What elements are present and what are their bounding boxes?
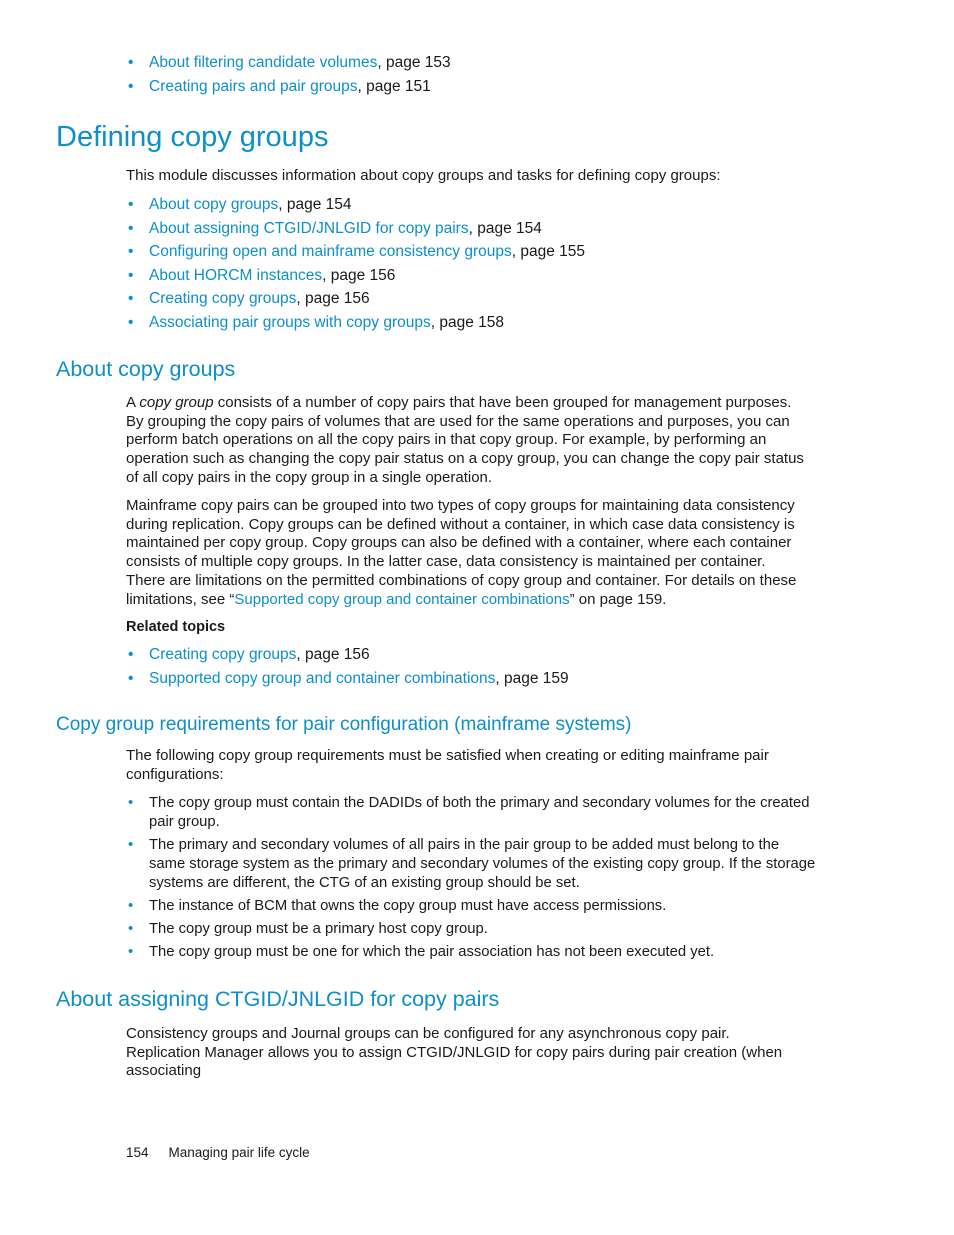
text: consists of a number of copy pairs that have been grouped for management purposes. By grouping the copy pairs of volumes that are used for the same operations and purposes, you can perform batch operations on all the copy pairs in that copy group. For example, by performing an operation such as changing the copy pair status on a copy group, you can change the copy pair status of all copy pairs in the copy group in a single operation. xyxy=(126,394,804,486)
related-topics-label: Related topics xyxy=(126,619,226,635)
list-item: • The copy group must be one for which the pair association has not been executed yet. xyxy=(126,943,816,962)
page-ref: , page 151 xyxy=(357,77,431,95)
section-title-requirements: Copy group requirements for pair configuration (mainframe systems) xyxy=(56,714,632,735)
link-supported-combinations-inline[interactable]: Supported copy group and container combinations xyxy=(234,590,570,608)
list-item: • The instance of BCM that owns the copy group must have access permissions. xyxy=(126,897,816,916)
list-item xyxy=(126,75,816,99)
link-assigning-ctgid[interactable]: About assigning CTGID/JNLGID for copy pairs xyxy=(149,219,469,237)
link-horcm-instances[interactable]: About HORCM instances xyxy=(149,266,323,284)
page-number: 154 xyxy=(126,1145,149,1160)
page-ref: , page 156 xyxy=(296,646,370,663)
about-paragraph-2 xyxy=(126,497,806,609)
list-item xyxy=(126,264,816,288)
list-item xyxy=(126,667,816,691)
about-paragraph-1 xyxy=(126,394,806,488)
link-creating-copy-groups[interactable]: Creating copy groups xyxy=(149,290,297,307)
assigning-paragraph: Consistency groups and Journal groups can be configured for any asynchronous copy pair. Replication Manager allows you to assign CTGID/JNLGID for copy pairs during pair creation (when associating xyxy=(126,1025,783,1080)
list-item: • The copy group must contain the DADIDs of both the primary and secondary volumes for the created pair group. xyxy=(126,794,816,832)
list-item xyxy=(126,311,816,335)
page-ref: , page 154 xyxy=(278,196,352,213)
defining-intro: This module discusses information about copy groups and tasks for defining copy groups: xyxy=(126,167,721,184)
related-link-list xyxy=(126,643,816,690)
text: ” on page 159. xyxy=(569,590,667,608)
requirements-intro: The following copy group requirements must be satisfied when creating or editing mainframe pair configurations: xyxy=(126,747,769,783)
section-title-assigning: About assigning CTGID/JNLGID for copy pairs xyxy=(56,987,500,1011)
link-configuring-consistency[interactable]: Configuring open and mainframe consistency groups xyxy=(149,243,512,260)
page-ref: , page 156 xyxy=(296,290,370,307)
page-ref: , page 153 xyxy=(377,54,451,71)
page-ref: , page 155 xyxy=(511,243,586,260)
list-item xyxy=(126,240,816,264)
top-link-list xyxy=(126,51,816,98)
list-item: • The primary and secondary volumes of all pairs in the pair group to be added must belong to the same storage system as the primary and secondary volumes of the existing copy group. If the storage systems are different, the CTG of an existing group should be set. xyxy=(126,836,816,893)
list-item xyxy=(126,643,816,667)
page-ref: , page 159 xyxy=(495,669,569,687)
list-item: • The copy group must be a primary host copy group. xyxy=(126,920,816,939)
link-associating-pair-groups[interactable]: Associating pair groups with copy groups xyxy=(149,313,431,331)
defining-link-list xyxy=(126,193,816,334)
page-ref: , page 158 xyxy=(430,313,504,331)
list-item xyxy=(126,217,816,241)
section-title-about-copy-groups: About copy groups xyxy=(56,357,236,381)
term-emphasis: copy group xyxy=(139,394,214,411)
list-item xyxy=(126,51,816,75)
section-title-defining: Defining copy groups xyxy=(56,121,329,153)
page-ref: , page 156 xyxy=(322,266,396,284)
text: Mainframe copy pairs can be grouped into two types of copy groups for maintaining data consistency during replication. Copy groups can be defined without a container, in which case data consistency is maintained per copy group. Copy groups can also be defined with a container, where each container consists of multiple copy groups. In the latter case, data consistency is maintained per container. There are limitations on the permitted combinations of copy group and container. For details on these limitations, see “ xyxy=(126,497,797,608)
list-item xyxy=(126,193,816,217)
chapter-name: Managing pair life cycle xyxy=(168,1145,310,1160)
link-about-filtering[interactable]: About filtering candidate volumes xyxy=(149,54,378,71)
page-footer xyxy=(126,1145,310,1160)
list-item xyxy=(126,287,816,311)
link-creating-pairs[interactable]: Creating pairs and pair groups xyxy=(149,77,358,95)
requirements-list xyxy=(126,794,816,966)
link-supported-combinations-related[interactable]: Supported copy group and container combinations xyxy=(149,669,496,687)
link-creating-copy-groups-related[interactable]: Creating copy groups xyxy=(149,646,297,663)
link-about-copy-groups[interactable]: About copy groups xyxy=(149,196,279,213)
page-ref: , page 154 xyxy=(468,219,542,237)
text: A xyxy=(126,394,140,411)
